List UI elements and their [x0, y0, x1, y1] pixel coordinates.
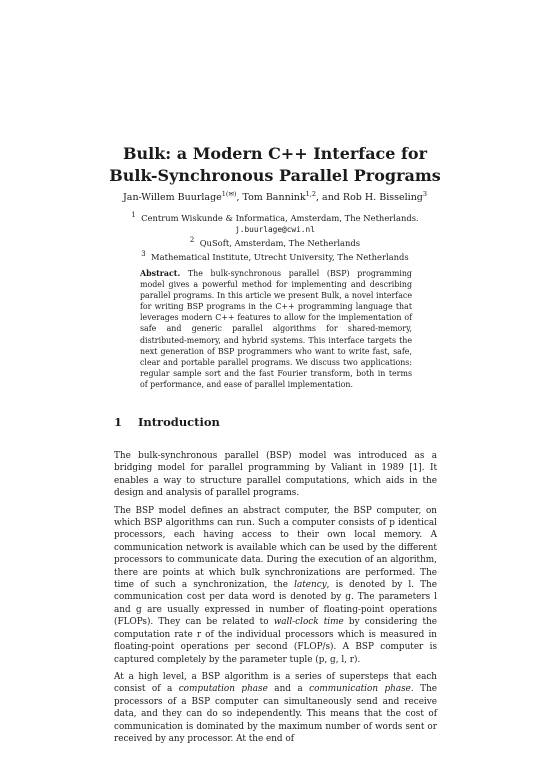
section-number: 1 [114, 415, 123, 429]
text-run: , is denoted by l. The communication cost per data word is denoted by g. The parameters l and g are usually expressed in number of floating-point operations (FLOPs). They can be related to [114, 580, 437, 628]
author-name: Rob H. Bisseling [342, 192, 423, 204]
affiliation [0, 235, 550, 249]
text-run: and a [267, 684, 310, 695]
affiliation-mark: 1 [131, 211, 136, 219]
author-mark: 3 [422, 190, 428, 198]
paragraph: The bulk-synchronous parallel (BSP) model was introduced as a bridging model for parallel programming by Valiant in 1989 [1]. It enables a way to structure parallel computations, which aids in the design and analysis of parallel programs. [114, 451, 437, 499]
affiliation-email [0, 224, 550, 235]
author-mark: 1(✉) [221, 190, 237, 198]
section-heading [114, 415, 220, 429]
author-name: Jan-Willem Buurlage [122, 192, 222, 204]
paragraph [114, 505, 437, 666]
email-link[interactable]: j.buurlage@cwi.nl [235, 225, 315, 234]
paragraph [114, 671, 437, 745]
section-body [114, 450, 437, 750]
abstract-label: Abstract. [140, 269, 181, 278]
author-separator: , [236, 192, 243, 204]
text-run: . The processors of a BSP computer can simultaneously send and receive data, and they can do so independently. This means that the cost of communication is dominated by the maximum number of words sent or received by any processor. At the end of [114, 684, 437, 744]
affiliation [0, 210, 550, 224]
text-run: The BSP model defines an abstract computer, the BSP computer, on which BSP algorithms can run. Such a computer consists of p identical processors, each having access to their own local memory. A communication network is available which can be used by the different processors to communicate data. During the execution of an algorithm, there are points at which bulk synchronizations are performed. The time of such a synchronization, the [114, 505, 437, 591]
affiliation-mark: 3 [141, 250, 146, 259]
affiliation-text: Centrum Wiskunde & Informatica, Amsterdam, The Netherlands. [141, 212, 419, 223]
emphasis-latency: latency [294, 580, 327, 591]
paper-title [0, 143, 550, 187]
author-list [0, 188, 550, 204]
emphasis-wallclock: wall-clock time [273, 617, 344, 628]
text-run: by considering the computation rate r of the individual processors which is measured in floating-point operations per second (FLOP/s). A BSP computer is captured completely by the parameter tuple (p, g, l, r). [114, 617, 437, 665]
affiliation-mark: 2 [189, 236, 195, 245]
affiliation [0, 249, 550, 263]
affiliation-text: Mathematical Institute, Utrecht University, The Netherlands [151, 252, 409, 262]
abstract [140, 268, 412, 390]
emphasis-computation-phase: computation phase [178, 684, 268, 695]
author-mark: 1,2 [305, 190, 316, 198]
emphasis-communication-phase: communication phase [309, 684, 411, 695]
title-line-1: Bulk: a Modern C++ Interface for [122, 144, 428, 163]
text-run: At a high level, a BSP algorithm is a series of supersteps that each consist of a [114, 671, 437, 695]
affiliation-text: QuSoft, Amsterdam, The Netherlands [199, 238, 361, 248]
title-line-2: Bulk-Synchronous Parallel Programs [109, 166, 441, 185]
affiliation-list [0, 210, 550, 263]
author-separator: , and [315, 192, 343, 204]
abstract-text: The bulk-synchronous parallel (BSP) programming model gives a powerful method for implementing and describing parallel programs. In this article we present Bulk, a novel interface for writing BSP programs in the C++ programming language that leverages modern C++ features to allow for the implementation of safe and generic parallel algorithms for shared-memory, distributed-memory, and hybrid systems. This interface targets the next generation of BSP programmers who want to write fast, safe, clear and portable parallel programs. We discuss two applications: regular sample sort and the fast Fourier transform, both in terms of performance, and ease of parallel implementation. [140, 269, 412, 389]
author-name: Tom Bannink [242, 192, 306, 204]
section-title: Introduction [138, 415, 220, 429]
